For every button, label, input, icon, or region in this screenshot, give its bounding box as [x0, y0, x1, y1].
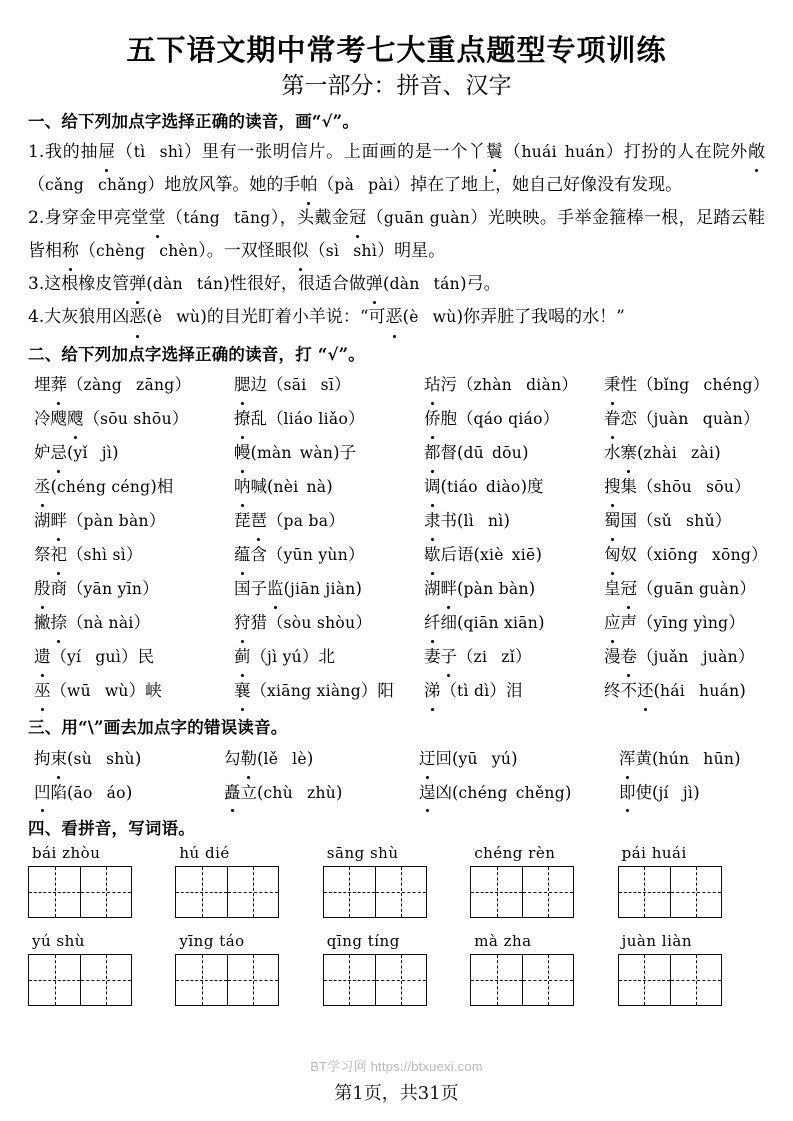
word-item: 蜀国（sǔ shǔ） — [604, 504, 769, 538]
tianzige-cell[interactable] — [670, 867, 721, 917]
section-4-row-2 — [28, 932, 765, 1006]
word-item: 腮边（sāi sī） — [234, 368, 424, 402]
question-1-1 — [28, 136, 765, 202]
tianzige-box[interactable] — [618, 954, 722, 1006]
word-item: 隶书(lì nì) — [424, 504, 604, 538]
pinyin-write-item — [175, 932, 322, 1006]
tianzige-cell[interactable] — [619, 955, 670, 1005]
word-item: 玷污（zhàn diàn） — [424, 368, 604, 402]
page-subtitle: 第一部分：拼音、汉字 — [281, 73, 512, 100]
word-item: 水寨(zhài zài) — [604, 436, 769, 470]
word-item: 蓟（jì yú）北 — [234, 640, 424, 674]
pinyin-write-item — [470, 932, 617, 1006]
word-item: 调(tiáo diào)度 — [424, 470, 604, 504]
tianzige-cell[interactable] — [29, 867, 80, 917]
pinyin-write-item — [28, 844, 175, 918]
word-item: 妻子（zi zǐ） — [424, 640, 604, 674]
word-item: 撇捺（nà nài） — [34, 606, 234, 640]
pinyin-write-item — [28, 932, 175, 1006]
page-number: 第1页，共31页 — [334, 1083, 459, 1104]
word-item: 秉性（bǐng chéng） — [604, 368, 769, 402]
tianzige-cell[interactable] — [471, 955, 522, 1005]
word-item: 丞(chéng céng)相 — [34, 470, 234, 504]
word-item: 眷恋（juàn quàn） — [604, 402, 769, 436]
pinyin-label: pái huái — [621, 844, 687, 863]
tianzige-cell[interactable] — [619, 867, 670, 917]
word-item: 浑黄(hún hūn) — [619, 742, 765, 776]
word-item: 琵琶（pa ba） — [234, 504, 424, 538]
word-item: 蕴含（yūn yùn） — [234, 538, 424, 572]
tianzige-cell[interactable] — [375, 867, 426, 917]
question-1-3 — [28, 268, 765, 301]
tianzige-box[interactable] — [323, 954, 427, 1006]
pinyin-label: bái zhòu — [32, 844, 101, 863]
pinyin-label: sāng shù — [326, 844, 399, 863]
section-2-word-grid — [28, 368, 770, 708]
word-item: 湖畔（pàn bàn） — [34, 504, 234, 538]
pinyin-write-item — [175, 844, 322, 918]
tianzige-box[interactable] — [175, 866, 279, 918]
pinyin-write-item — [470, 844, 617, 918]
tianzige-box[interactable] — [618, 866, 722, 918]
word-item: 涕（tì dì）泪 — [424, 674, 604, 708]
word-item: 纤细(qiān xiān) — [424, 606, 604, 640]
tianzige-cell[interactable] — [80, 867, 131, 917]
question-text: 4.大灰狼用凶恶(è wù)的目光盯着小羊说：“可恶(è wù)你弄脏了我喝的水！” — [28, 307, 625, 327]
word-item: 凹陷(āo áo) — [34, 776, 224, 810]
tianzige-box[interactable] — [323, 866, 427, 918]
pinyin-write-item — [618, 844, 765, 918]
word-item: 冷飕飕（sōu shōu） — [34, 402, 234, 436]
word-item: 幔(màn wàn)子 — [234, 436, 424, 470]
word-item: 殷商（yān yīn） — [34, 572, 234, 606]
tianzige-cell[interactable] — [471, 867, 522, 917]
pinyin-write-item — [323, 932, 470, 1006]
section-4-heading: 四、看拼音，写词语。 — [28, 819, 195, 839]
pinyin-label: juàn liàn — [621, 932, 692, 951]
word-item: 漫卷（juǎn juàn） — [604, 640, 769, 674]
word-item: 匈奴（xiōng xōng） — [604, 538, 769, 572]
tianzige-cell[interactable] — [80, 955, 131, 1005]
tianzige-cell[interactable] — [324, 955, 375, 1005]
word-item: 都督(dū dōu) — [424, 436, 604, 470]
section-2-heading: 二、给下列加点字选择正确的读音，打 “√”。 — [28, 344, 365, 364]
section-4-row-1 — [28, 844, 765, 918]
word-item: 迂回(yū yú) — [419, 742, 619, 776]
word-item: 埋葬（zàng zāng） — [34, 368, 234, 402]
tianzige-cell[interactable] — [522, 867, 573, 917]
word-item: 拘束(sù shù) — [34, 742, 224, 776]
word-item: 搜集（shōu sōu） — [604, 470, 769, 504]
pinyin-label: mà zha — [474, 932, 532, 951]
question-1-4 — [28, 301, 765, 334]
tianzige-cell[interactable] — [522, 955, 573, 1005]
section-3-heading: 三、用“\”画去加点字的错误读音。 — [28, 717, 288, 737]
tianzige-box[interactable] — [28, 954, 132, 1006]
section-3-word-grid — [28, 742, 765, 810]
question-text: 3.这根橡皮管弹(dàn tán)性很好，很适合做弹(dàn tán)弓。 — [28, 274, 501, 294]
word-item: 逞凶(chéng chěng) — [419, 776, 619, 810]
word-item: 呐喊(nèi nà) — [234, 470, 424, 504]
tianzige-cell[interactable] — [324, 867, 375, 917]
tianzige-cell[interactable] — [227, 955, 278, 1005]
word-item: 湖畔(pàn bàn) — [424, 572, 604, 606]
pinyin-label: qīng tíng — [326, 932, 400, 951]
pinyin-label: chéng rèn — [474, 844, 556, 863]
pinyin-label: yú shù — [32, 932, 85, 951]
word-item: 勾勒(lě lè) — [224, 742, 419, 776]
pinyin-write-item — [618, 932, 765, 1006]
word-item: 皇冠（guān guàn） — [604, 572, 769, 606]
word-item: 应声（yīng yìng） — [604, 606, 769, 640]
word-item: 歇后语(xiè xiē) — [424, 538, 604, 572]
watermark: BT学习网 https://btxuexi.com — [310, 1059, 483, 1074]
tianzige-box[interactable] — [28, 866, 132, 918]
word-item: 侨胞（qáo qiáo） — [424, 402, 604, 436]
word-item: 即使(jí jì) — [619, 776, 765, 810]
word-item: 撩乱（liáo liǎo） — [234, 402, 424, 436]
tianzige-cell[interactable] — [176, 867, 227, 917]
pinyin-label: yīng táo — [179, 932, 245, 951]
word-item: 终不还(hái huán) — [604, 674, 769, 708]
pinyin-label: hú dié — [179, 844, 230, 863]
page-title: 五下语文期中常考七大重点题型专项训练 — [126, 33, 667, 67]
word-item: 妒忌(yǐ jì) — [34, 436, 234, 470]
tianzige-box[interactable] — [470, 866, 574, 918]
tianzige-box[interactable] — [470, 954, 574, 1006]
word-item: 祭祀（shì sì） — [34, 538, 234, 572]
pinyin-write-item — [323, 844, 470, 918]
tianzige-cell[interactable] — [29, 955, 80, 1005]
word-item: 狩猎（sòu shòu） — [234, 606, 424, 640]
word-item: 襄（xiāng xiàng）阳 — [234, 674, 424, 708]
word-item: 矗立(chù zhù) — [224, 776, 419, 810]
question-1-2 — [28, 202, 765, 268]
tianzige-box[interactable] — [175, 954, 279, 1006]
question-text: 2.身穿金甲亮堂堂（táng tāng），头戴金冠（guān guàn）光映映。手举金箍棒一根，足踏云鞋皆相称（chèng chèn）。一双怪眼似（sì shì）明星。 — [28, 208, 765, 261]
question-text: 1.我的抽屉（tì shì）里有一张明信片。上面画的是一个丫鬟（huái huán）打扮的人在院外敞（cǎng chǎng）地放风筝。她的手帕（pà pài）掉在了地上，她自己好像没有发现。 — [28, 142, 765, 195]
tianzige-cell[interactable] — [375, 955, 426, 1005]
word-item: 巫（wū wù）峡 — [34, 674, 234, 708]
section-1-heading: 一、给下列加点字选择正确的读音，画“√”。 — [28, 112, 360, 132]
tianzige-cell[interactable] — [227, 867, 278, 917]
tianzige-cell[interactable] — [670, 955, 721, 1005]
word-item: 国子监(jiān jiàn) — [234, 572, 424, 606]
word-item: 遗（yí guì）民 — [34, 640, 234, 674]
tianzige-cell[interactable] — [176, 955, 227, 1005]
